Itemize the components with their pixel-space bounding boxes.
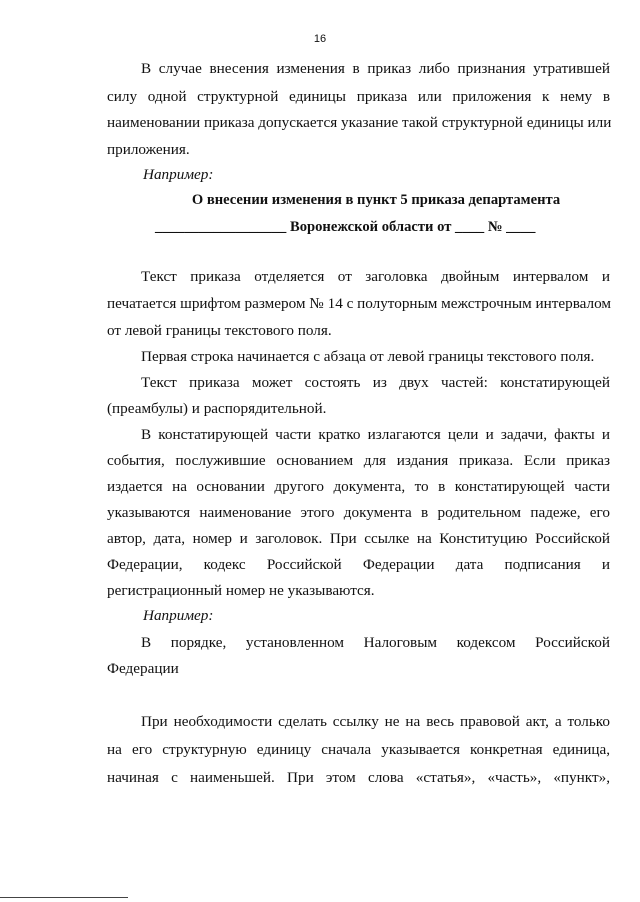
paragraph-line: силу одной структурной единицы приказа или приложения к нему в (107, 88, 610, 105)
paragraph-line: Текст приказа может состоять из двух частей: констатирующей (141, 374, 610, 391)
paragraph-line: регистрационный номер не указываются. (107, 582, 375, 599)
example-text-line: Федерации (107, 660, 179, 677)
paragraph-line: приложения. (107, 141, 190, 158)
paragraph-line: начиная с наименьшей. При этом слова «статья», «часть», «пункт», (107, 769, 610, 786)
example-label: Например: (143, 607, 214, 624)
paragraph-line: печатается шрифтом размером № 14 с полуторным межстрочным интервалом (107, 295, 612, 312)
paragraph-line: автор, дата, номер и заголовок. При ссылке на Конституцию Российской (107, 530, 610, 547)
paragraph-line: издается на основании другого документа, то в констатирующей части (107, 478, 610, 495)
page-number: 16 (313, 33, 327, 45)
example-text-line: В порядке, установленном Налоговым кодексом Российской (141, 634, 610, 651)
paragraph-line: Федерации, кодекс Российской Федерации дата подписания и (107, 556, 610, 573)
paragraph-line: наименовании приказа допускается указание такой структурной единицы или (107, 114, 612, 131)
paragraph-line: на его структурную единицу сначала указывается конкретная единица, (107, 741, 610, 758)
paragraph-line: Текст приказа отделяется от заголовка двойным интервалом и (141, 268, 610, 285)
paragraph-line: Первая строка начинается с абзаца от левой границы текстового поля. (141, 348, 595, 365)
example-label: Например: (143, 166, 214, 183)
paragraph-line: В констатирующей части кратко излагаются цели и задачи, факты и (141, 426, 610, 443)
example-title-line: __________________ Воронежской области от ____ № ____ (155, 219, 536, 235)
paragraph-line: от левой границы текстового поля. (107, 322, 332, 339)
example-title-line: О внесении изменения в пункт 5 приказа департамента (191, 192, 561, 208)
paragraph-line: указываются наименование этого документа в родительном падеже, его (107, 504, 610, 521)
paragraph-line: При необходимости сделать ссылку не на весь правовой акт, а только (141, 713, 610, 730)
paragraph-line: события, послужившие основанием для издания приказа. Если приказ (107, 452, 610, 469)
paragraph-line: (преамбулы) и распорядительной. (107, 400, 327, 417)
page-bottom-rule (0, 897, 128, 898)
paragraph-line: В случае внесения изменения в приказ либо признания утратившей (141, 60, 610, 77)
